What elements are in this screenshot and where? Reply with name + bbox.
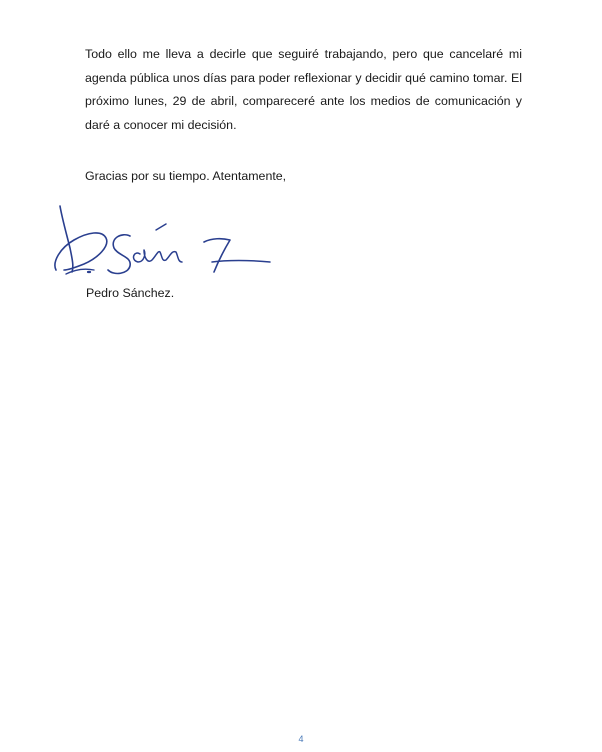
closing-line: Gracias por su tiempo. Atentamente,	[85, 169, 287, 183]
body-paragraph: Todo ello me lleva a decirle que seguiré trabajando, pero que cancelaré mi agenda pública unos días para poder reflexionar y decidir qué camino tomar. El próximo lunes, 29 de abril, compareceré ante los medios de comunicación y daré a conocer mi decisión.	[85, 47, 522, 132]
signer-name: Pedro Sánchez.	[86, 286, 175, 300]
page-number: 4	[298, 734, 304, 744]
handwritten-signature	[44, 200, 276, 292]
signature-stroke-final	[204, 239, 230, 272]
signature-stroke-middle	[134, 250, 182, 262]
signature-stroke-s	[108, 235, 130, 274]
signature-stroke-initial	[55, 206, 107, 272]
signature-stroke-tail	[212, 261, 270, 263]
signature-stroke-accent	[156, 224, 166, 230]
